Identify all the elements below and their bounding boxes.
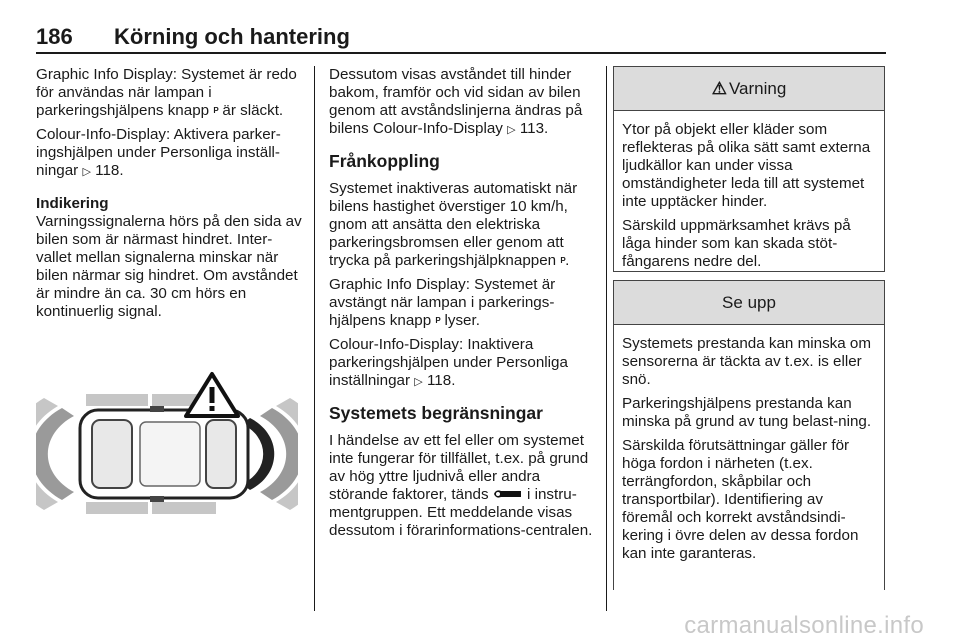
watermark: carmanualsonline.info xyxy=(684,612,924,639)
warning-icon: ⚠ xyxy=(711,78,727,98)
caution-title: Se upp xyxy=(722,292,776,312)
warning-box-body xyxy=(614,111,884,271)
column-divider-1 xyxy=(314,66,315,611)
frankoppling-heading: Frånkoppling xyxy=(329,151,440,171)
warning-paragraph-2: Särskild uppmärksamhet krävs på låga hinder som kan skada stöt-fångarens nedre del. xyxy=(622,217,851,270)
car-roof xyxy=(140,422,200,486)
caution-paragraph-2: Parkeringshjälpens prestanda kan minska på grund av tung belast-ning. xyxy=(622,395,872,430)
sensor-zone-left-mid xyxy=(36,408,74,500)
column-divider-2 xyxy=(606,66,607,611)
column-1 xyxy=(36,66,302,327)
column-2 xyxy=(329,66,593,546)
wrench-icon xyxy=(493,488,523,500)
paragraph-limitations: I händelse av ett fel eller om systemet inte fungerar för tillfället, t.ex. på grund av hög yttre ljudnivå eller andra störande faktorer, tänds i instru-mentgruppen. Ett meddelande visas dessutom i förarinformations-centralen. xyxy=(329,432,593,539)
sensor-zone-top-1 xyxy=(86,394,148,406)
paragraph-distance-display: Dessutom visas avståndet till hinder bakom, framför och vid sidan av bilen genom att avståndslinjerna ändras på bilens Colour-Info-Display ▷ 113. xyxy=(329,66,583,137)
caution-paragraph-3: Särskilda förutsättningar gäller för höga fordon i närheten (t.ex. terrängfordon, skåpbilar och transportbilar). Identifiering av föremål och korrekt avståndsindi-kering i övre delen av dessa fordon kan inte garanteras. xyxy=(622,437,859,562)
paragraph-indikering: Varningssignalerna hörs på den sida av bilen som är närmast hindret. Inter-vallet mellan signalerna minskar när bilen närmar sig hindret. Om avståndet är mindre än ca. 30 cm hörs en kontinuerlig signal. xyxy=(36,213,302,320)
caution-box xyxy=(613,280,885,590)
indikering-heading: Indikering xyxy=(36,195,109,212)
paragraph-graphic-info-off: Graphic Info Display: Systemet är avstängt när lampan i parkerings-hjälpens knapp P lyser. xyxy=(329,276,556,329)
warning-paragraph-1: Ytor på objekt eller kläder som reflekteras på olika sätt samt externa ljudkällor kan under vissa omständigheter leda till att systemet inte upptäcker hinder. xyxy=(622,121,871,210)
sensor-zone-bottom-1 xyxy=(86,502,148,514)
page-ref-arrow-icon: ▷ xyxy=(507,124,516,136)
warning-box xyxy=(613,66,885,272)
park-button-icon: P xyxy=(213,106,219,115)
page-ref-link[interactable]: 118. xyxy=(426,372,456,389)
car-windshield xyxy=(206,420,236,488)
page-ref-arrow-icon: ▷ xyxy=(82,166,91,178)
caution-box-body xyxy=(614,325,884,563)
page-ref-link[interactable]: 118. xyxy=(95,162,124,179)
warning-title: Varning xyxy=(728,78,787,98)
park-button-icon: P xyxy=(435,316,441,325)
warning-box-header xyxy=(614,67,884,111)
page-ref-link[interactable]: 113. xyxy=(519,120,549,137)
car-mirror-top xyxy=(150,406,164,412)
page-ref-arrow-icon: ▷ xyxy=(414,376,423,388)
paragraph-colour-info: Colour-Info-Display: Aktivera parker-ingshjälpen under Personliga inställ-ningar ▷ 118. xyxy=(36,126,281,179)
park-button-icon: P xyxy=(560,256,566,265)
page-number: 186 xyxy=(36,24,73,49)
page-header xyxy=(36,24,886,54)
paragraph-colour-info-off: Colour-Info-Display: Inaktivera parkeringshjälpen under Personliga inställningar ▷ 118. xyxy=(329,336,568,389)
limitations-heading: Systemets begränsningar xyxy=(329,403,543,423)
car-mirror-bottom xyxy=(150,496,164,502)
header-rule xyxy=(36,52,886,54)
paragraph-graphic-info: Graphic Info Display: Systemet är redo för användas när lampan i parkeringshjälpens knapp P är släckt. xyxy=(36,66,297,119)
car-rear-window xyxy=(92,420,132,488)
sensor-zone-bottom-2 xyxy=(152,502,216,514)
chapter-title: Körning och hantering xyxy=(114,24,350,49)
parking-sensor-illustration xyxy=(36,370,298,538)
caution-paragraph-1: Systemets prestanda kan minska om sensorerna är täckta av t.ex. is eller snö. xyxy=(622,335,872,388)
caution-box-header xyxy=(614,281,884,325)
paragraph-deactivation: Systemet inaktiveras automatiskt när bilens hastighet överstiger 10 km/h, gnom att ansätta den elektriska parkeringsbromsen eller genom att trycka på parkeringshjälpknappen P. xyxy=(329,180,578,269)
